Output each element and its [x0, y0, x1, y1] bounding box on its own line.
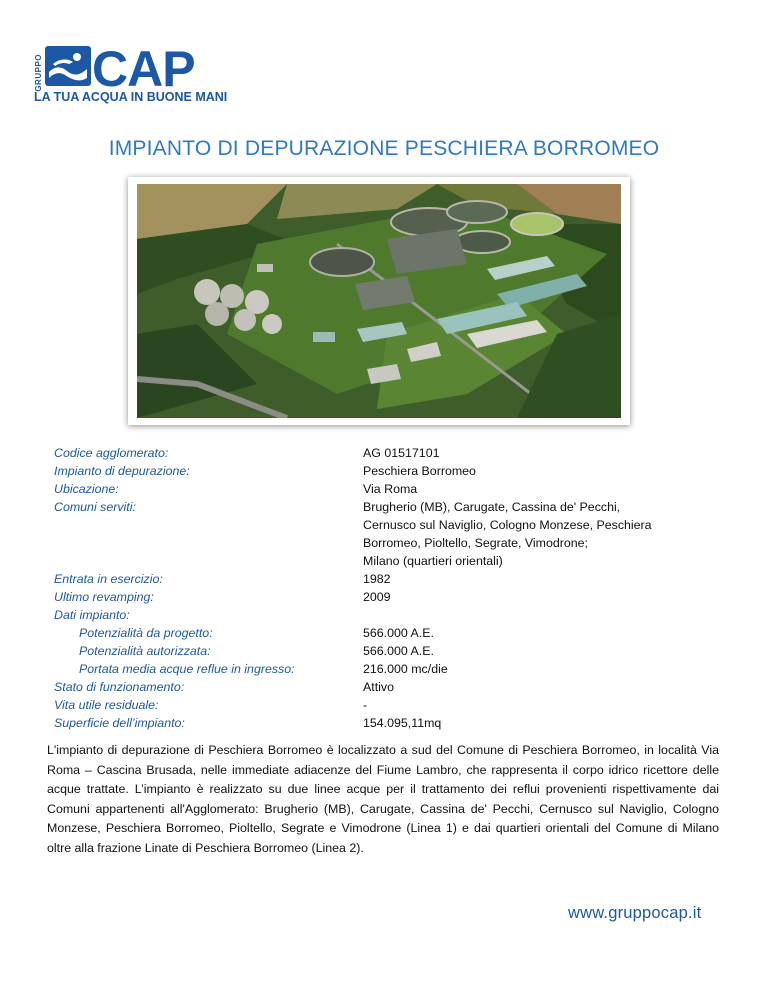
logo-gruppo-text: GRUPPO: [34, 54, 43, 92]
aerial-plant-photo: [137, 184, 621, 418]
codice-value: AG 01517101: [363, 446, 440, 460]
vita-utile-label: Vita utile residuale:: [54, 698, 159, 712]
portata-value: 216.000 mc/die: [363, 662, 448, 676]
logo-brand-name: CAP: [92, 41, 195, 97]
revamping-value: 2009: [363, 590, 391, 604]
plant-photo-frame: [128, 177, 630, 425]
stato-value: Attivo: [363, 680, 394, 694]
ubicazione-value: Via Roma: [363, 482, 418, 496]
dati-impianto-label: Dati impianto:: [54, 608, 130, 622]
entrata-value: 1982: [363, 572, 391, 586]
plant-description: L'impianto di depurazione di Peschiera Borromeo è localizzato a sud del Comune di Peschiera Borromeo, in località Via Roma – Cascina Brusada, nelle immediate adiacenze del Fiume Lambro, che rappresenta il corpo idrico ricettore delle acque trattate. L’impianto è realizzato su due linee acque per il trattamento dei reflui provenienti rispettivamente dai Comuni appartenenti all'Agglomerato: Brugherio (MB), Carugate, Cassina de' Pecchi, Cernusco sul Naviglio, Cologno Monzese, Peschiera Borromeo, Pioltello, Segrate e Vimodrone (Linea 1) e dai quartieri orientali del Comune di Milano oltre alla frazione Linate di Peschiera Borromeo (Linea 2).: [47, 743, 719, 855]
impianto-value: Peschiera Borromeo: [363, 464, 476, 478]
entrata-label: Entrata in esercizio:: [54, 572, 163, 586]
logo-tagline: LA TUA ACQUA IN BUONE MANI: [34, 90, 228, 104]
revamping-label: Ultimo revamping:: [54, 590, 154, 604]
potenzialita-progetto-label: Potenzialità da progetto:: [79, 626, 213, 640]
swimmer-wave-icon: [45, 44, 91, 88]
portata-label: Portata media acque reflue in ingresso:: [79, 662, 295, 676]
stato-label: Stato di funzionamento:: [54, 680, 185, 694]
comuni-value-line-2: Cernusco sul Naviglio, Cologno Monzese, Peschiera: [363, 518, 652, 532]
comuni-value-line-3: Borromeo, Pioltello, Segrate, Vimodrone;: [363, 536, 588, 550]
gruppo-cap-logo: [34, 41, 234, 106]
comuni-value-line-1: Brugherio (MB), Carugate, Cassina de' Pecchi,: [363, 500, 621, 514]
codice-label: Codice agglomerato:: [54, 446, 169, 460]
page-title: IMPIANTO DI DEPURAZIONE PESCHIERA BORROMEO: [108, 137, 660, 160]
potenzialita-progetto-value: 566.000 A.E.: [363, 626, 434, 640]
potenzialita-autorizzata-label: Potenzialità autorizzata:: [79, 644, 211, 658]
superficie-label: Superficie dell’impianto:: [54, 716, 185, 730]
potenzialita-autorizzata-value: 566.000 A.E.: [363, 644, 434, 658]
footer-website-link[interactable]: www.gruppocap.it: [568, 904, 702, 922]
superficie-value: 154.095,11mq: [363, 716, 442, 730]
comuni-label: Comuni serviti:: [54, 500, 136, 514]
ubicazione-label: Ubicazione:: [54, 482, 119, 496]
comuni-value-line-4: Milano (quartieri orientali): [363, 554, 503, 568]
vita-utile-value: -: [363, 698, 368, 712]
impianto-label: Impianto di depurazione:: [54, 464, 190, 478]
